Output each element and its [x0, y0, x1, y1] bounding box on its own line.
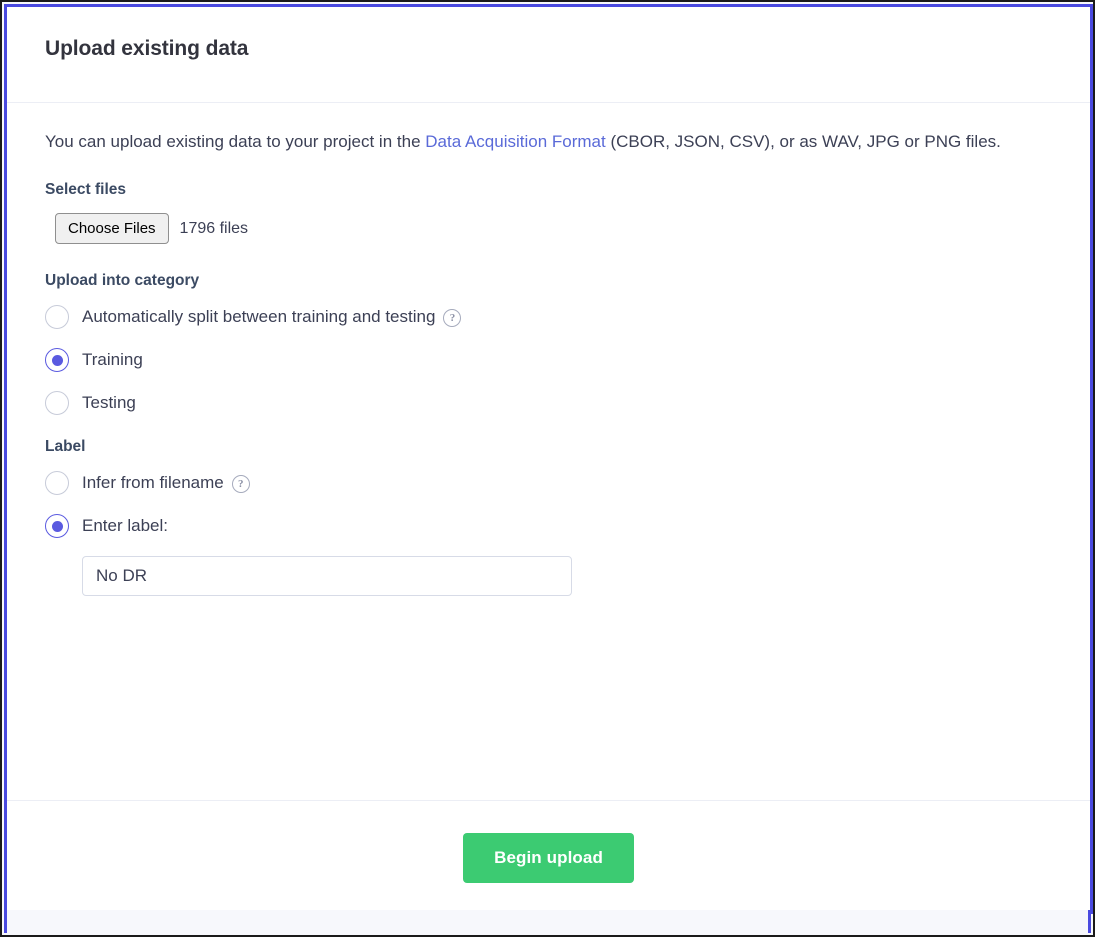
upload-category-label: Upload into category	[45, 272, 200, 289]
select-files-group	[45, 181, 1052, 244]
file-picker-row	[55, 213, 1052, 244]
intro-text-before: You can upload existing data to your project in the	[45, 132, 426, 151]
radio-infer-filename-label: Infer from filename	[82, 473, 224, 492]
intro-text-after: (CBOR, JSON, CSV), or as WAV, JPG or PNG files.	[605, 132, 1001, 151]
label-input-wrapper	[82, 556, 1052, 596]
help-icon[interactable]: ?	[232, 475, 250, 493]
dialog-header	[7, 7, 1090, 103]
label-section-label: Label	[45, 438, 86, 455]
intro-text	[45, 129, 1052, 155]
radio-infer-filename-indicator[interactable]	[45, 471, 69, 495]
radio-auto-split-indicator[interactable]	[45, 305, 69, 329]
radio-training-indicator[interactable]	[45, 348, 69, 372]
radio-option-auto-split[interactable]	[45, 304, 1052, 330]
select-files-label: Select files	[45, 181, 126, 198]
radio-option-testing[interactable]	[45, 390, 1052, 416]
radio-training-label: Training	[82, 350, 143, 369]
radio-enter-label-indicator[interactable]	[45, 514, 69, 538]
upload-category-group	[45, 272, 1052, 416]
choose-files-button[interactable]: Choose Files	[55, 213, 169, 244]
data-acquisition-format-link[interactable]: Data Acquisition Format	[425, 132, 606, 151]
radio-option-training[interactable]	[45, 347, 1052, 373]
radio-testing-label: Testing	[82, 393, 136, 412]
radio-testing-indicator[interactable]	[45, 391, 69, 415]
begin-upload-button[interactable]: Begin upload	[463, 833, 634, 883]
help-icon[interactable]: ?	[443, 309, 461, 327]
radio-enter-label-label: Enter label:	[82, 516, 168, 535]
dialog-body	[7, 103, 1090, 800]
label-group	[45, 438, 1052, 596]
radio-option-enter-label[interactable]	[45, 513, 1052, 539]
selected-file-count: 1796 files	[179, 219, 249, 237]
radio-auto-split-label: Automatically split between training and testing	[82, 307, 436, 326]
label-input[interactable]	[82, 556, 572, 596]
dialog-bottom-strip	[4, 910, 1091, 933]
radio-option-infer-filename[interactable]	[45, 470, 1052, 496]
upload-existing-data-dialog	[4, 4, 1093, 914]
page-title: Upload existing data	[45, 37, 249, 60]
dialog-footer	[7, 800, 1090, 914]
